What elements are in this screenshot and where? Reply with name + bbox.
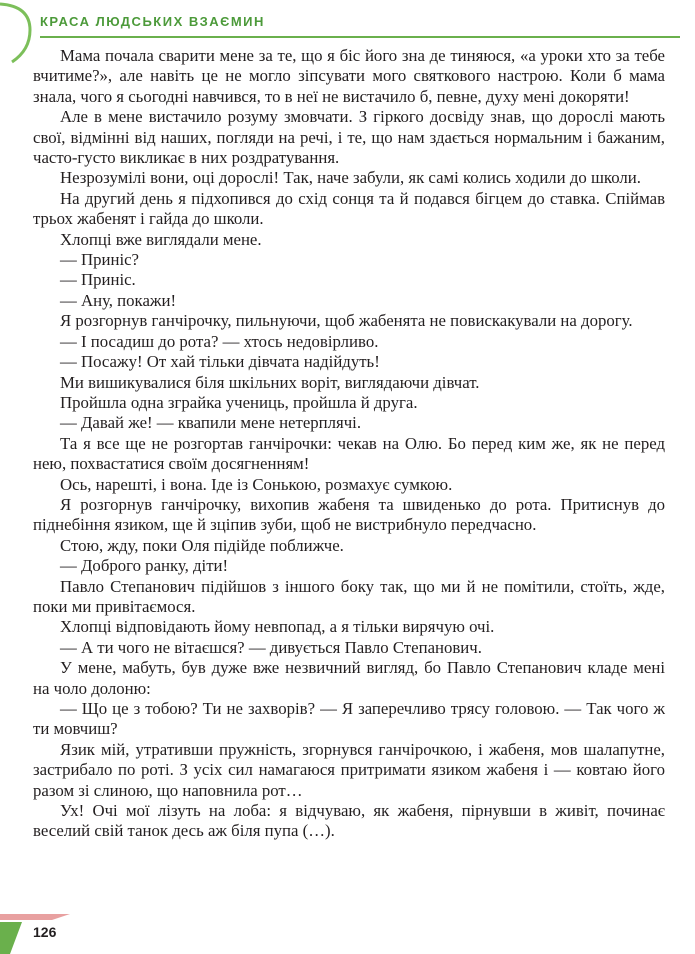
header-rule — [40, 36, 680, 38]
dialog-line: — Посажу! От хай тільки дівчата надійдуть! — [60, 352, 380, 372]
dialog-line: — Приніс? — [60, 250, 140, 270]
dialog-line: — Приніс. — [60, 270, 136, 290]
paragraph: На другий день я підхопився до схід сонця та й подався бігцем до ставка. Спіймав трьох жабенят і гайда до школи. — [33, 188, 665, 229]
paragraph: Ух! Очі мої лізуть на лоба: я відчуваю, як жабеня, пірнувши в живіт, починає веселий свій танок десь аж біля пупа (…). — [33, 801, 665, 841]
dialog-line: — Давай же! — квапили мене нетерплячі. — [60, 413, 362, 433]
dialog-line: — Що це з тобою? Ти не захворів? — Я заперечливо трясу головою. — Так чого ж ти мовчиш? — [33, 699, 665, 739]
paragraph: Та я все ще не розгортав ганчірочки: чекав на Олю. Бо перед ким же, як не перед нею, похвастатися своїм досягненням! — [33, 433, 665, 474]
paragraph: Я розгорнув ганчірочку, вихопив жабеня та швиденько до рота. Притиснув до піднебіння язиком, ще й зціпив зуби, щоб не вистрибнуло передчасно. — [33, 494, 665, 535]
paragraph: Хлопці відповідають йому невпопад, а я тільки вирячую очі. — [60, 617, 495, 637]
paragraph: Пройшла одна зграйка учениць, пройшла й друга. — [60, 392, 418, 412]
paragraph: Хлопці вже виглядали мене. — [60, 229, 262, 249]
paragraph: Ми вишикувалися біля шкільних воріт, виглядаючи дівчат. — [60, 372, 480, 392]
paragraph: Язик мій, утративши пружність, згорнувся ганчірочкою, і жабеня, мов шалапутне, застрибало по роті. З усіх сил намагаюся притримати язиком жабеня і — ковтаю його разом зі слиною, що наповнила рот… — [33, 739, 665, 800]
paragraph: У мене, мабуть, був дуже вже незвичний вигляд, бо Павло Степанович кладе мені на чоло долоню: — [33, 658, 665, 698]
paragraph: Я розгорнув ганчірочку, пильнуючи, щоб жабенята не повискакували на дорогу. — [60, 311, 633, 331]
running-header — [40, 14, 680, 42]
section-title: КРАСА ЛЮДСЬКИХ ВЗАЄМИН — [40, 14, 265, 29]
dialog-line: — А ти чого не вітаєшся? — дивується Павло Степанович. — [60, 637, 482, 657]
dialog-line: — І посадиш до рота? — хтось недовірливо. — [60, 331, 379, 351]
dialog-line: — Ану, покажи! — [60, 290, 177, 310]
paragraph: Павло Степанович підійшов з іншого боку так, що ми й не помітили, стоїть, жде, поки ми привітаємося. — [33, 576, 665, 616]
dialog-line: — Доброго ранку, діти! — [60, 556, 229, 576]
paragraph: Стою, жду, поки Оля підійде поближче. — [60, 535, 344, 555]
paragraph: Мама почала сварити мене за те, що я біс його зна де тиняюся, «а уроки хто за тебе вчитиме?», але навіть це не могло зіпсувати мого святкового настрою. Коли б мама знала, чого я сьогодні навчився, то в неї не вистачило б, певне, духу мені докоряти! — [33, 46, 665, 106]
text-body — [33, 46, 665, 842]
page-number: 126 — [33, 924, 57, 940]
paragraph: Ось, нарешті, і вона. Іде із Сонькою, розмахує сумкою. — [60, 474, 453, 494]
paragraph: Незрозумілі вони, оці дорослі! Так, наче забули, як самі колись ходили до школи. — [60, 168, 641, 188]
paragraph: Але в мене вистачило розуму змовчати. З гіркого досвіду знав, що дорослі мають свої, відмінні від наших, погляди на речі, і те, що нам здається нормальним і бажаним, часто-густо викликає в них роздратування. — [33, 107, 665, 168]
